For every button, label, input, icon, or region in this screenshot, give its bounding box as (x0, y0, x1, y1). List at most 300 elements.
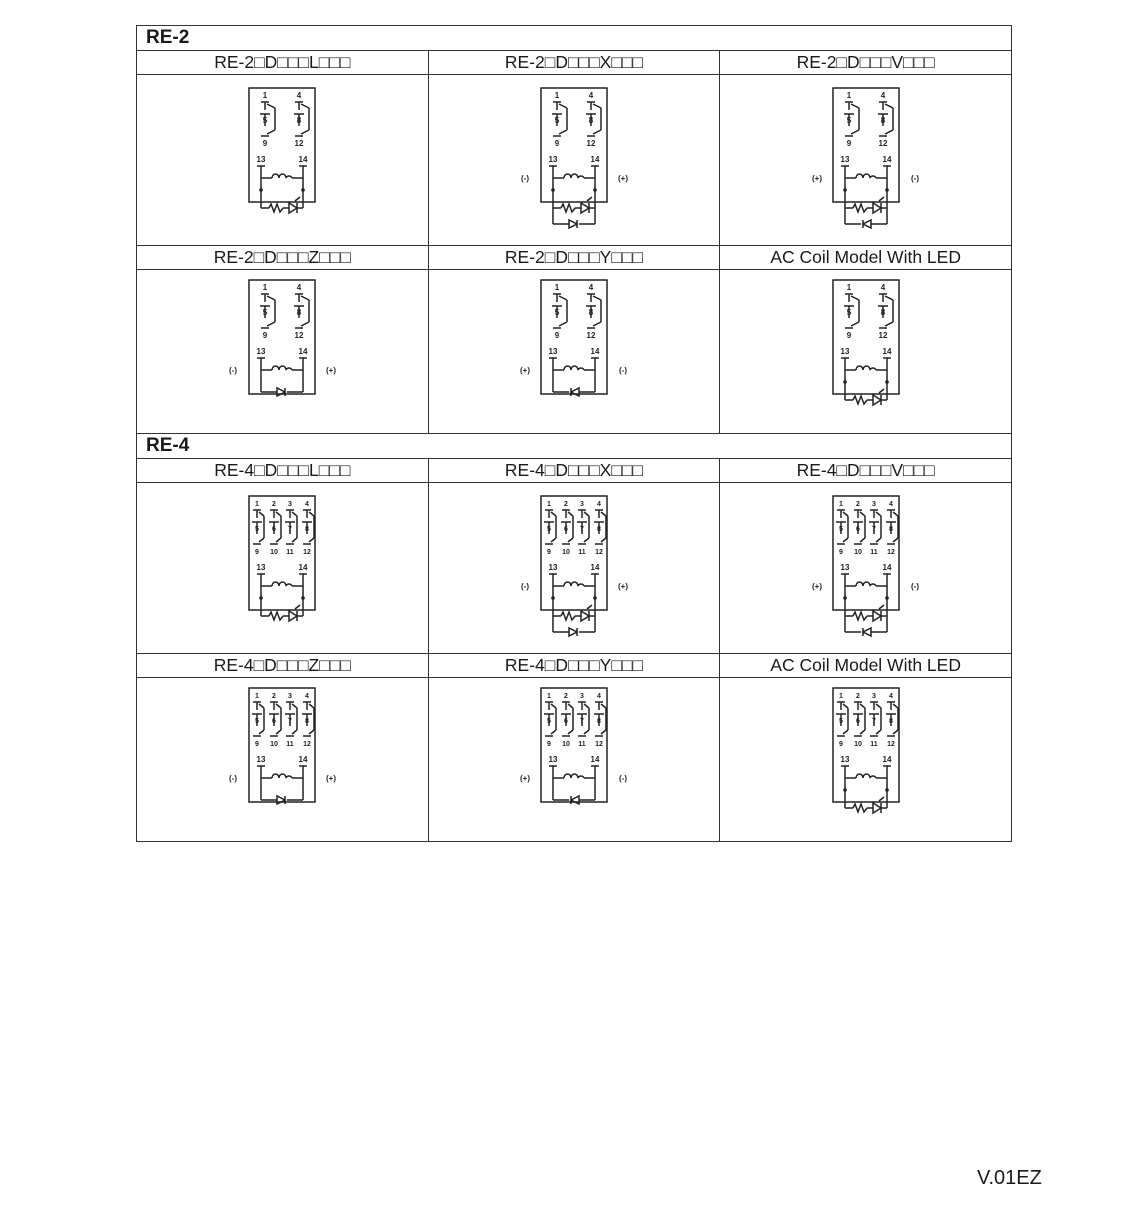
terminal-label: 9 (547, 740, 551, 748)
terminal-label: 5 (838, 526, 843, 533)
coil-icon (272, 774, 292, 778)
coil-terminal-label: 14 (298, 563, 308, 572)
resistor-icon (269, 204, 283, 212)
coil-terminal-label: 14 (882, 754, 892, 764)
armature-link (559, 130, 567, 134)
relay-wiring-diagram (811, 682, 921, 838)
junction-dot (885, 380, 889, 384)
terminal-label: 7 (871, 717, 876, 725)
terminal-label: 6 (855, 526, 860, 533)
terminal-label: 4 (880, 282, 885, 292)
coil-terminal-label: 13 (256, 346, 266, 356)
polarity-plus-label: (+) (326, 773, 337, 783)
terminal-label: 11 (869, 740, 878, 748)
terminal-label: 7 (871, 526, 876, 533)
terminal-label: 8 (588, 116, 594, 125)
junction-dot (551, 188, 555, 192)
coil-icon (564, 582, 584, 586)
diode-icon (569, 628, 577, 636)
terminal-label: 5 (263, 307, 268, 317)
armature-link (843, 730, 848, 734)
coil-icon (564, 174, 584, 178)
terminal-label: 3 (871, 501, 876, 508)
coil-terminal-label: 13 (256, 155, 266, 164)
terminal-label: 9 (846, 330, 851, 340)
terminal-label: 1 (846, 282, 851, 292)
diode-icon (571, 388, 579, 396)
polarity-plus-label: (+) (519, 365, 530, 375)
wiring-diagram-table (136, 25, 1012, 842)
terminal-label: 1 (263, 282, 268, 292)
armature-link (259, 730, 264, 734)
armature-link (851, 296, 859, 300)
armature-link (568, 730, 573, 734)
polarity-minus-label: (-) (229, 365, 238, 375)
relay-housing (249, 280, 315, 394)
relay-wiring-diagram (227, 274, 337, 430)
terminal-label: 12 (294, 330, 304, 340)
terminal-label: 5 (846, 307, 851, 317)
armature-link (584, 538, 589, 542)
terminal-label: 5 (554, 307, 560, 317)
junction-dot (302, 188, 306, 192)
armature-link (893, 512, 898, 516)
armature-link (893, 538, 898, 542)
model-label: AC Coil Model With LED (720, 654, 1012, 678)
terminal-label: 2 (564, 501, 568, 508)
armature-link (860, 704, 865, 708)
terminal-label: 11 (286, 549, 295, 556)
armature-link (292, 538, 297, 542)
polarity-minus-label: (-) (618, 365, 627, 375)
armature-link (267, 322, 275, 326)
armature-link (309, 512, 314, 516)
armature-link (267, 296, 275, 300)
coil-icon (856, 366, 876, 370)
terminal-label: 3 (288, 692, 293, 700)
model-label: RE-4□D□□□X□□□ (428, 459, 720, 483)
wiring-diagram-cell (137, 483, 429, 654)
terminal-label: 5 (554, 116, 560, 125)
terminal-label: 1 (838, 692, 843, 700)
terminal-label: 9 (255, 740, 260, 748)
terminal-label: 9 (838, 549, 843, 556)
resistor-icon (853, 612, 867, 620)
terminal-label: 8 (597, 717, 601, 725)
terminal-label: 8 (305, 526, 310, 533)
led-icon (879, 197, 884, 201)
armature-link (584, 730, 589, 734)
coil-terminal-label: 14 (882, 563, 892, 572)
coil-terminal-label: 13 (548, 346, 558, 356)
armature-link (584, 704, 589, 708)
model-label: RE-2□D□□□Z□□□ (137, 246, 429, 270)
polarity-plus-label: (+) (519, 773, 530, 783)
armature-link (593, 130, 601, 134)
terminal-label: 9 (263, 139, 268, 148)
polarity-minus-label: (-) (618, 773, 627, 783)
wiring-diagram-cell (137, 75, 429, 246)
resistor-icon (853, 204, 867, 212)
terminal-label: 3 (871, 692, 876, 700)
junction-dot (843, 596, 847, 600)
coil-icon (272, 582, 292, 586)
led-icon (879, 605, 884, 609)
resistor-icon (853, 804, 867, 812)
relay-housing (541, 88, 607, 202)
armature-link (276, 704, 281, 708)
terminal-label: 5 (547, 717, 551, 725)
terminal-label: 7 (580, 717, 584, 725)
junction-dot (302, 596, 306, 600)
terminal-label: 10 (853, 549, 862, 556)
armature-link (876, 512, 881, 516)
terminal-label: 2 (272, 692, 277, 700)
terminal-label: 10 (853, 740, 862, 748)
terminal-label: 7 (288, 717, 293, 725)
armature-link (601, 730, 606, 734)
polarity-plus-label: (+) (811, 174, 822, 183)
terminal-label: 10 (270, 549, 279, 556)
led-icon (581, 203, 589, 213)
armature-link (292, 730, 297, 734)
terminal-label: 8 (305, 717, 310, 725)
section-title-re4: RE-4 (137, 434, 1012, 459)
terminal-label: 12 (595, 549, 603, 556)
terminal-label: 8 (880, 307, 885, 317)
led-icon (295, 197, 300, 201)
coil-terminal-label: 13 (256, 563, 266, 572)
terminal-label: 3 (580, 692, 584, 700)
relay-housing (833, 280, 899, 394)
armature-link (860, 538, 865, 542)
terminal-label: 10 (270, 740, 279, 748)
terminal-label: 8 (597, 526, 601, 533)
terminal-label: 6 (272, 526, 277, 533)
coil-terminal-label: 13 (840, 754, 850, 764)
terminal-label: 5 (547, 526, 551, 533)
armature-link (568, 512, 573, 516)
terminal-label: 1 (255, 501, 260, 508)
coil-terminal-label: 14 (590, 563, 600, 572)
wiring-diagram-cell (428, 75, 720, 246)
armature-link (309, 704, 314, 708)
coil-terminal-label: 13 (840, 155, 850, 164)
armature-link (276, 538, 281, 542)
diode-icon (277, 796, 285, 804)
terminal-label: 5 (846, 116, 851, 125)
junction-dot (260, 188, 264, 192)
terminal-label: 11 (578, 740, 586, 748)
relay-wiring-diagram (811, 82, 921, 238)
terminal-label: 8 (888, 526, 893, 533)
wiring-diagram-cell (137, 678, 429, 842)
led-icon (879, 389, 884, 393)
coil-terminal-label: 14 (590, 346, 600, 356)
model-label: RE-4□D□□□L□□□ (137, 459, 429, 483)
relay-housing (249, 88, 315, 202)
armature-link (276, 512, 281, 516)
terminal-label: 4 (297, 282, 302, 292)
wiring-diagram-cell (720, 75, 1012, 246)
armature-link (259, 512, 264, 516)
terminal-label: 1 (846, 91, 851, 100)
relay-wiring-diagram (811, 490, 921, 646)
relay-wiring-diagram (519, 682, 629, 838)
armature-link (301, 104, 309, 108)
wiring-diagram-cell (137, 270, 429, 434)
armature-link (893, 704, 898, 708)
led-icon (873, 803, 881, 813)
armature-link (301, 322, 309, 326)
resistor-icon (853, 396, 867, 404)
terminal-label: 9 (846, 139, 851, 148)
terminal-label: 9 (547, 549, 551, 556)
terminal-label: 8 (297, 116, 302, 125)
terminal-label: 1 (547, 501, 551, 508)
polarity-plus-label: (+) (326, 365, 337, 375)
armature-link (568, 704, 573, 708)
armature-link (876, 704, 881, 708)
armature-link (860, 512, 865, 516)
terminal-label: 1 (255, 692, 260, 700)
armature-link (851, 104, 859, 108)
coil-terminal-label: 14 (590, 155, 600, 164)
armature-link (559, 104, 567, 108)
polarity-plus-label: (+) (617, 174, 628, 183)
terminal-label: 1 (547, 692, 551, 700)
junction-dot (843, 188, 847, 192)
wiring-diagram-cell (720, 678, 1012, 842)
armature-link (276, 730, 281, 734)
terminal-label: 1 (263, 91, 268, 100)
terminal-label: 12 (586, 330, 596, 340)
coil-icon (856, 174, 876, 178)
armature-link (843, 704, 848, 708)
coil-icon (856, 582, 876, 586)
junction-dot (593, 188, 597, 192)
armature-link (601, 512, 606, 516)
armature-link (551, 538, 556, 542)
armature-link (593, 322, 601, 326)
armature-link (601, 704, 606, 708)
terminal-label: 6 (564, 526, 568, 533)
led-icon (873, 203, 881, 213)
relay-wiring-diagram (519, 82, 629, 238)
terminal-label: 11 (286, 740, 295, 748)
armature-link (309, 730, 314, 734)
terminal-label: 4 (588, 282, 594, 292)
armature-link (893, 730, 898, 734)
armature-link (860, 730, 865, 734)
led-icon (289, 611, 297, 621)
terminal-label: 12 (595, 740, 603, 748)
terminal-label: 12 (878, 139, 888, 148)
junction-dot (843, 380, 847, 384)
terminal-label: 11 (869, 549, 878, 556)
wiring-diagram-cell (720, 270, 1012, 434)
polarity-plus-label: (+) (811, 582, 822, 591)
terminal-label: 8 (297, 307, 302, 317)
coil-terminal-label: 14 (590, 754, 600, 764)
terminal-label: 9 (255, 549, 260, 556)
armature-link (259, 704, 264, 708)
resistor-icon (269, 612, 283, 620)
armature-link (885, 104, 893, 108)
terminal-label: 2 (272, 501, 277, 508)
armature-link (309, 538, 314, 542)
relay-wiring-diagram (227, 82, 337, 238)
polarity-minus-label: (-) (520, 174, 529, 183)
relay-wiring-diagram (227, 490, 337, 646)
junction-dot (260, 596, 264, 600)
terminal-label: 7 (580, 526, 584, 533)
diode-icon (277, 388, 285, 396)
terminal-label: 2 (855, 692, 860, 700)
terminal-label: 1 (554, 91, 560, 100)
section-title-re2: RE-2 (137, 26, 1012, 51)
diode-icon (863, 220, 871, 228)
led-icon (581, 611, 589, 621)
coil-icon (272, 174, 292, 178)
relay-wiring-diagram (811, 274, 921, 430)
armature-link (559, 322, 567, 326)
terminal-label: 4 (297, 91, 302, 100)
terminal-label: 9 (554, 330, 560, 340)
armature-link (885, 130, 893, 134)
junction-dot (551, 596, 555, 600)
armature-link (593, 296, 601, 300)
armature-link (843, 512, 848, 516)
armature-link (551, 512, 556, 516)
model-label: RE-2□D□□□L□□□ (137, 51, 429, 75)
terminal-label: 12 (303, 549, 312, 556)
armature-link (551, 704, 556, 708)
model-label: RE-4□D□□□Y□□□ (428, 654, 720, 678)
coil-terminal-label: 13 (548, 563, 558, 572)
relay-housing (833, 88, 899, 202)
terminal-label: 4 (597, 692, 601, 700)
armature-link (601, 538, 606, 542)
model-label: AC Coil Model With LED (720, 246, 1012, 270)
led-icon (587, 605, 592, 609)
polarity-minus-label: (-) (520, 582, 529, 591)
terminal-label: 5 (255, 526, 260, 533)
armature-link (267, 104, 275, 108)
terminal-label: 2 (855, 501, 860, 508)
terminal-label: 10 (562, 549, 570, 556)
led-icon (873, 395, 881, 405)
led-icon (873, 611, 881, 621)
led-icon (879, 797, 884, 801)
model-label: RE-4□D□□□V□□□ (720, 459, 1012, 483)
terminal-label: 12 (294, 139, 304, 148)
coil-terminal-label: 14 (298, 155, 308, 164)
armature-link (292, 512, 297, 516)
model-label: RE-2□D□□□Y□□□ (428, 246, 720, 270)
junction-dot (885, 596, 889, 600)
junction-dot (885, 188, 889, 192)
armature-link (292, 704, 297, 708)
terminal-label: 4 (588, 91, 594, 100)
terminal-label: 2 (564, 692, 568, 700)
armature-link (593, 104, 601, 108)
armature-link (851, 322, 859, 326)
polarity-plus-label: (+) (617, 582, 628, 591)
coil-terminal-label: 13 (548, 754, 558, 764)
relay-wiring-diagram (519, 274, 629, 430)
terminal-label: 12 (586, 139, 596, 148)
coil-icon (272, 366, 292, 370)
terminal-label: 3 (288, 501, 293, 508)
wiring-diagram-cell (428, 678, 720, 842)
coil-terminal-label: 13 (548, 155, 558, 164)
coil-terminal-label: 13 (840, 563, 850, 572)
version-code: V.01EZ (977, 1167, 1042, 1189)
terminal-label: 8 (588, 307, 594, 317)
terminal-label: 12 (878, 330, 888, 340)
coil-terminal-label: 14 (298, 754, 308, 764)
armature-link (584, 512, 589, 516)
armature-link (568, 538, 573, 542)
coil-terminal-label: 13 (256, 754, 266, 764)
terminal-label: 4 (880, 91, 885, 100)
armature-link (885, 322, 893, 326)
junction-dot (885, 788, 889, 792)
armature-link (267, 130, 275, 134)
armature-link (301, 130, 309, 134)
terminal-label: 3 (580, 501, 584, 508)
coil-terminal-label: 14 (882, 155, 892, 164)
armature-link (559, 296, 567, 300)
terminal-label: 12 (303, 740, 312, 748)
terminal-label: 7 (288, 526, 293, 533)
armature-link (843, 538, 848, 542)
relay-housing (541, 280, 607, 394)
coil-icon (856, 774, 876, 778)
terminal-label: 4 (597, 501, 601, 508)
relay-wiring-diagram (519, 490, 629, 646)
terminal-label: 12 (886, 549, 895, 556)
armature-link (876, 730, 881, 734)
terminal-label: 11 (578, 549, 586, 556)
diode-icon (569, 220, 577, 228)
coil-icon (564, 366, 584, 370)
led-icon (295, 605, 300, 609)
terminal-label: 4 (305, 501, 310, 508)
model-label: RE-2□D□□□V□□□ (720, 51, 1012, 75)
terminal-label: 6 (272, 717, 277, 725)
terminal-label: 4 (888, 692, 893, 700)
junction-dot (593, 596, 597, 600)
terminal-label: 4 (888, 501, 893, 508)
diode-icon (863, 628, 871, 636)
terminal-label: 5 (263, 116, 268, 125)
terminal-label: 5 (255, 717, 260, 725)
terminal-label: 6 (855, 717, 860, 725)
model-label: RE-4□D□□□Z□□□ (137, 654, 429, 678)
terminal-label: 5 (838, 717, 843, 725)
coil-terminal-label: 13 (840, 346, 850, 356)
terminal-label: 8 (880, 116, 885, 125)
terminal-label: 9 (838, 740, 843, 748)
wiring-diagram-cell (428, 270, 720, 434)
terminal-label: 12 (886, 740, 895, 748)
armature-link (259, 538, 264, 542)
diode-icon (571, 796, 579, 804)
armature-link (551, 730, 556, 734)
armature-link (301, 296, 309, 300)
